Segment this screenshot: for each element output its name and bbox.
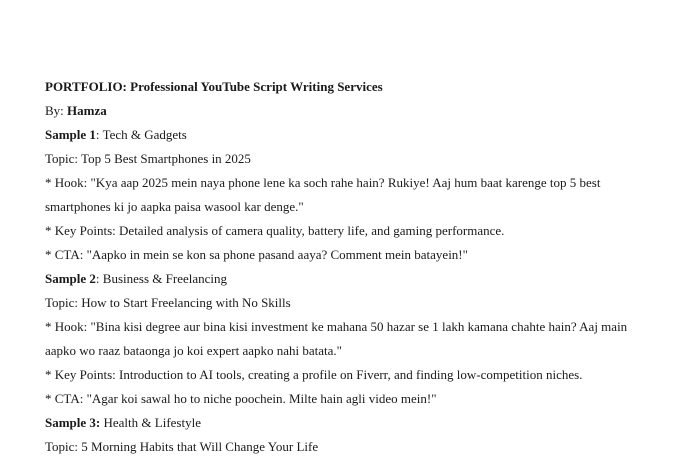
byline xyxy=(45,99,645,123)
byline-author: Hamza xyxy=(67,103,107,118)
sample-separator: : xyxy=(95,271,100,286)
sample-cta: * CTA: "Aapko in mein se kon sa phone pasand aaya? Comment mein batayein!" xyxy=(45,247,468,262)
sample-label: Sample 3: xyxy=(45,415,101,430)
sample-label: Sample 1 xyxy=(45,127,96,142)
sample-separator: : xyxy=(95,127,100,142)
document-content xyxy=(45,75,645,459)
sample-category: Business & Freelancing xyxy=(102,271,228,286)
sample-category: Health & Lifestyle xyxy=(103,415,201,430)
sample-cta: * CTA: "Agar koi sawal ho to niche poochein. Milte hain agli video mein!" xyxy=(45,391,437,406)
sample-hook: * Hook: "Kya aap 2025 mein naya phone lene ka soch rahe hain? Rukiye! Aaj hum baat karenge top 5 best smartphones ki jo aapka paisa wasool kar denge." xyxy=(45,175,601,214)
sample-topic: Topic: Top 5 Best Smartphones in 2025 xyxy=(45,151,251,166)
byline-prefix: By: xyxy=(45,103,64,118)
sample-key-points: * Key Points: Detailed analysis of camera quality, battery life, and gaming performance. xyxy=(45,223,505,238)
sample-key-points: * Key Points: Introduction to AI tools, creating a profile on Fiverr, and finding low-competition niches. xyxy=(45,367,583,382)
sample-topic: Topic: 5 Morning Habits that Will Change Your Life xyxy=(45,439,319,454)
sample-topic: Topic: How to Start Freelancing with No Skills xyxy=(45,295,291,310)
sample-hook: * Hook: "Bina kisi degree aur bina kisi investment ke mahana 50 hazar se 1 lakh kamana chahte hain? Aaj main aapko wo raaz bataonga jo koi expert aapko nahi batata." xyxy=(45,319,628,358)
sample-category: Tech & Gadgets xyxy=(102,127,187,142)
sample-heading xyxy=(45,411,645,435)
document-title: PORTFOLIO: Professional YouTube Script Writing Services xyxy=(45,79,383,94)
sample-label: Sample 2 xyxy=(45,271,96,286)
sample-heading xyxy=(45,267,645,291)
sample-heading xyxy=(45,123,645,147)
